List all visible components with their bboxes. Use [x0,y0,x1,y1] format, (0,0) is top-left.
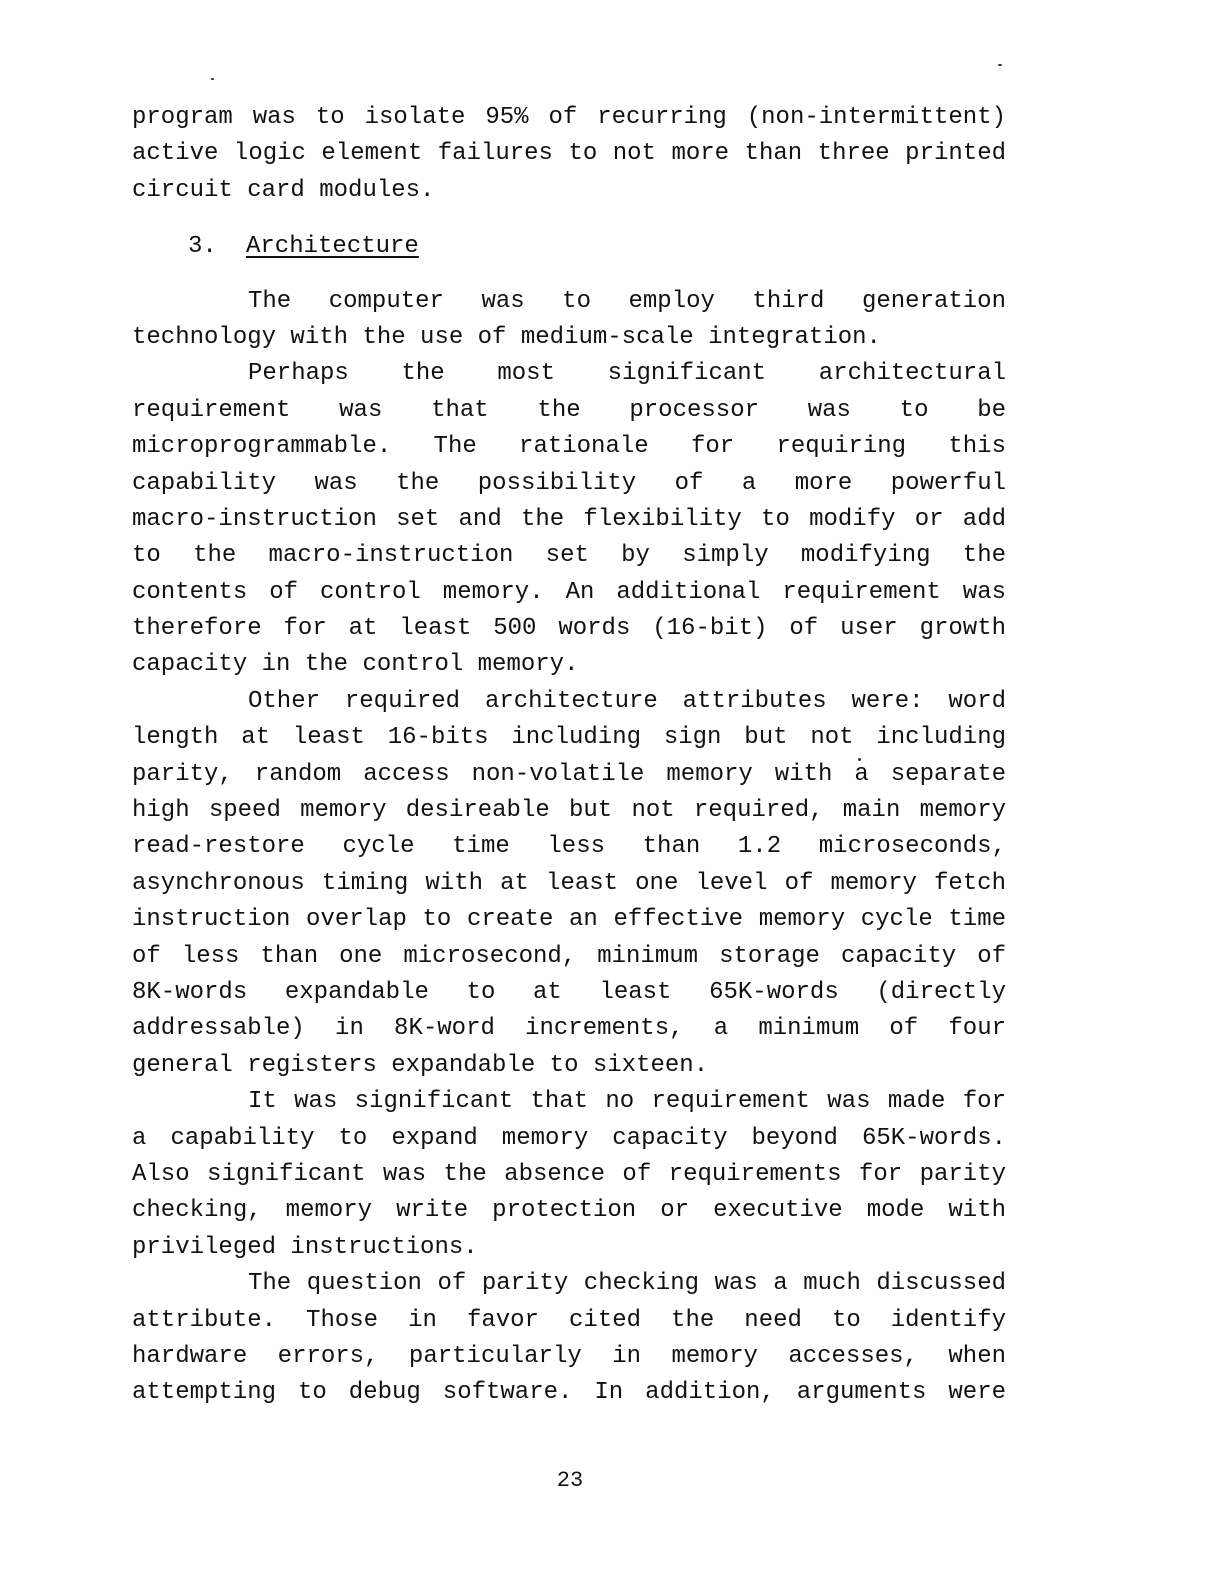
text-line: microprogrammable. The rationale for requiring this [132,433,1006,461]
text-line: addressable) in 8K-word increments, a minimum of four [132,1015,1006,1043]
text-line: high speed memory desireable but not required, main memory [132,797,1006,825]
section-heading [132,229,1006,265]
paragraph-memory-capacity [132,1084,1006,1266]
paragraph-microprogrammable [132,356,1006,684]
text-line: The computer was to employ third generation [248,287,1006,315]
text-line: The question of parity checking was a much discussed [248,1270,1006,1298]
text-line: parity, random access non-volatile memory with a separate [132,760,1006,788]
text-line: general registers expandable to sixteen. [132,1051,709,1079]
text-line: technology with the use of medium-scale integration. [132,323,881,351]
page-number: 23 [556,1468,584,1493]
text-line: checking, memory write protection or executive mode with [132,1197,1006,1225]
text-line: hardware errors, particularly in memory accesses, when [132,1342,1006,1370]
text-line: privileged instructions. [132,1233,478,1261]
paragraph-technology [132,284,1006,357]
text-line: Perhaps the most significant architectural [248,360,1006,388]
text-line: 8K-words expandable to at least 65K-words (directly [132,978,1006,1006]
paragraph-attributes [132,684,1006,1084]
scan-speck [998,64,1002,66]
text-line: capability was the possibility of a more powerful [132,469,1006,497]
scan-speck [858,758,861,761]
text-line: attempting to debug software. In addition, arguments were [132,1379,1006,1407]
text-line: therefore for at least 500 words (16-bit) of user growth [132,615,1006,643]
paragraph-failure-isolation [132,100,1006,209]
document-page [132,100,1006,1412]
text-line: capacity in the control memory. [132,651,579,679]
text-line: read-restore cycle time less than 1.2 microseconds, [132,833,1006,861]
text-line: attribute. Those in favor cited the need to identify [132,1306,1006,1334]
section-number: 3. [188,233,217,261]
text-line: a capability to expand memory capacity beyond 65K-words. [132,1124,1006,1152]
scan-speck [211,78,214,80]
text-line: program was to isolate 95% of recurring (non-intermittent) [132,104,1006,131]
text-line: asynchronous timing with at least one level of memory fetch [132,869,1006,897]
text-line: macro-instruction set and the flexibility to modify or add [132,505,1006,533]
text-line: Also significant was the absence of requirements for parity [132,1160,1006,1188]
text-line: Other required architecture attributes were: word [248,687,1006,715]
text-line: requirement was that the processor was to be [132,396,1006,424]
text-line: of less than one microsecond, minimum storage capacity of [132,942,1006,970]
text-line: to the macro-instruction set by simply modifying the [132,542,1006,570]
text-line: instruction overlap to create an effective memory cycle time [132,906,1006,934]
section-title: Architecture [246,233,419,261]
text-line: length at least 16-bits including sign but not including [132,724,1006,752]
text-line: active logic element failures to not more than three printed [132,140,1006,168]
text-line: It was significant that no requirement was made for [248,1088,1006,1116]
text-line: contents of control memory. An additional requirement was [132,578,1006,606]
paragraph-parity [132,1266,1006,1412]
text-line: circuit card modules. [132,176,435,204]
